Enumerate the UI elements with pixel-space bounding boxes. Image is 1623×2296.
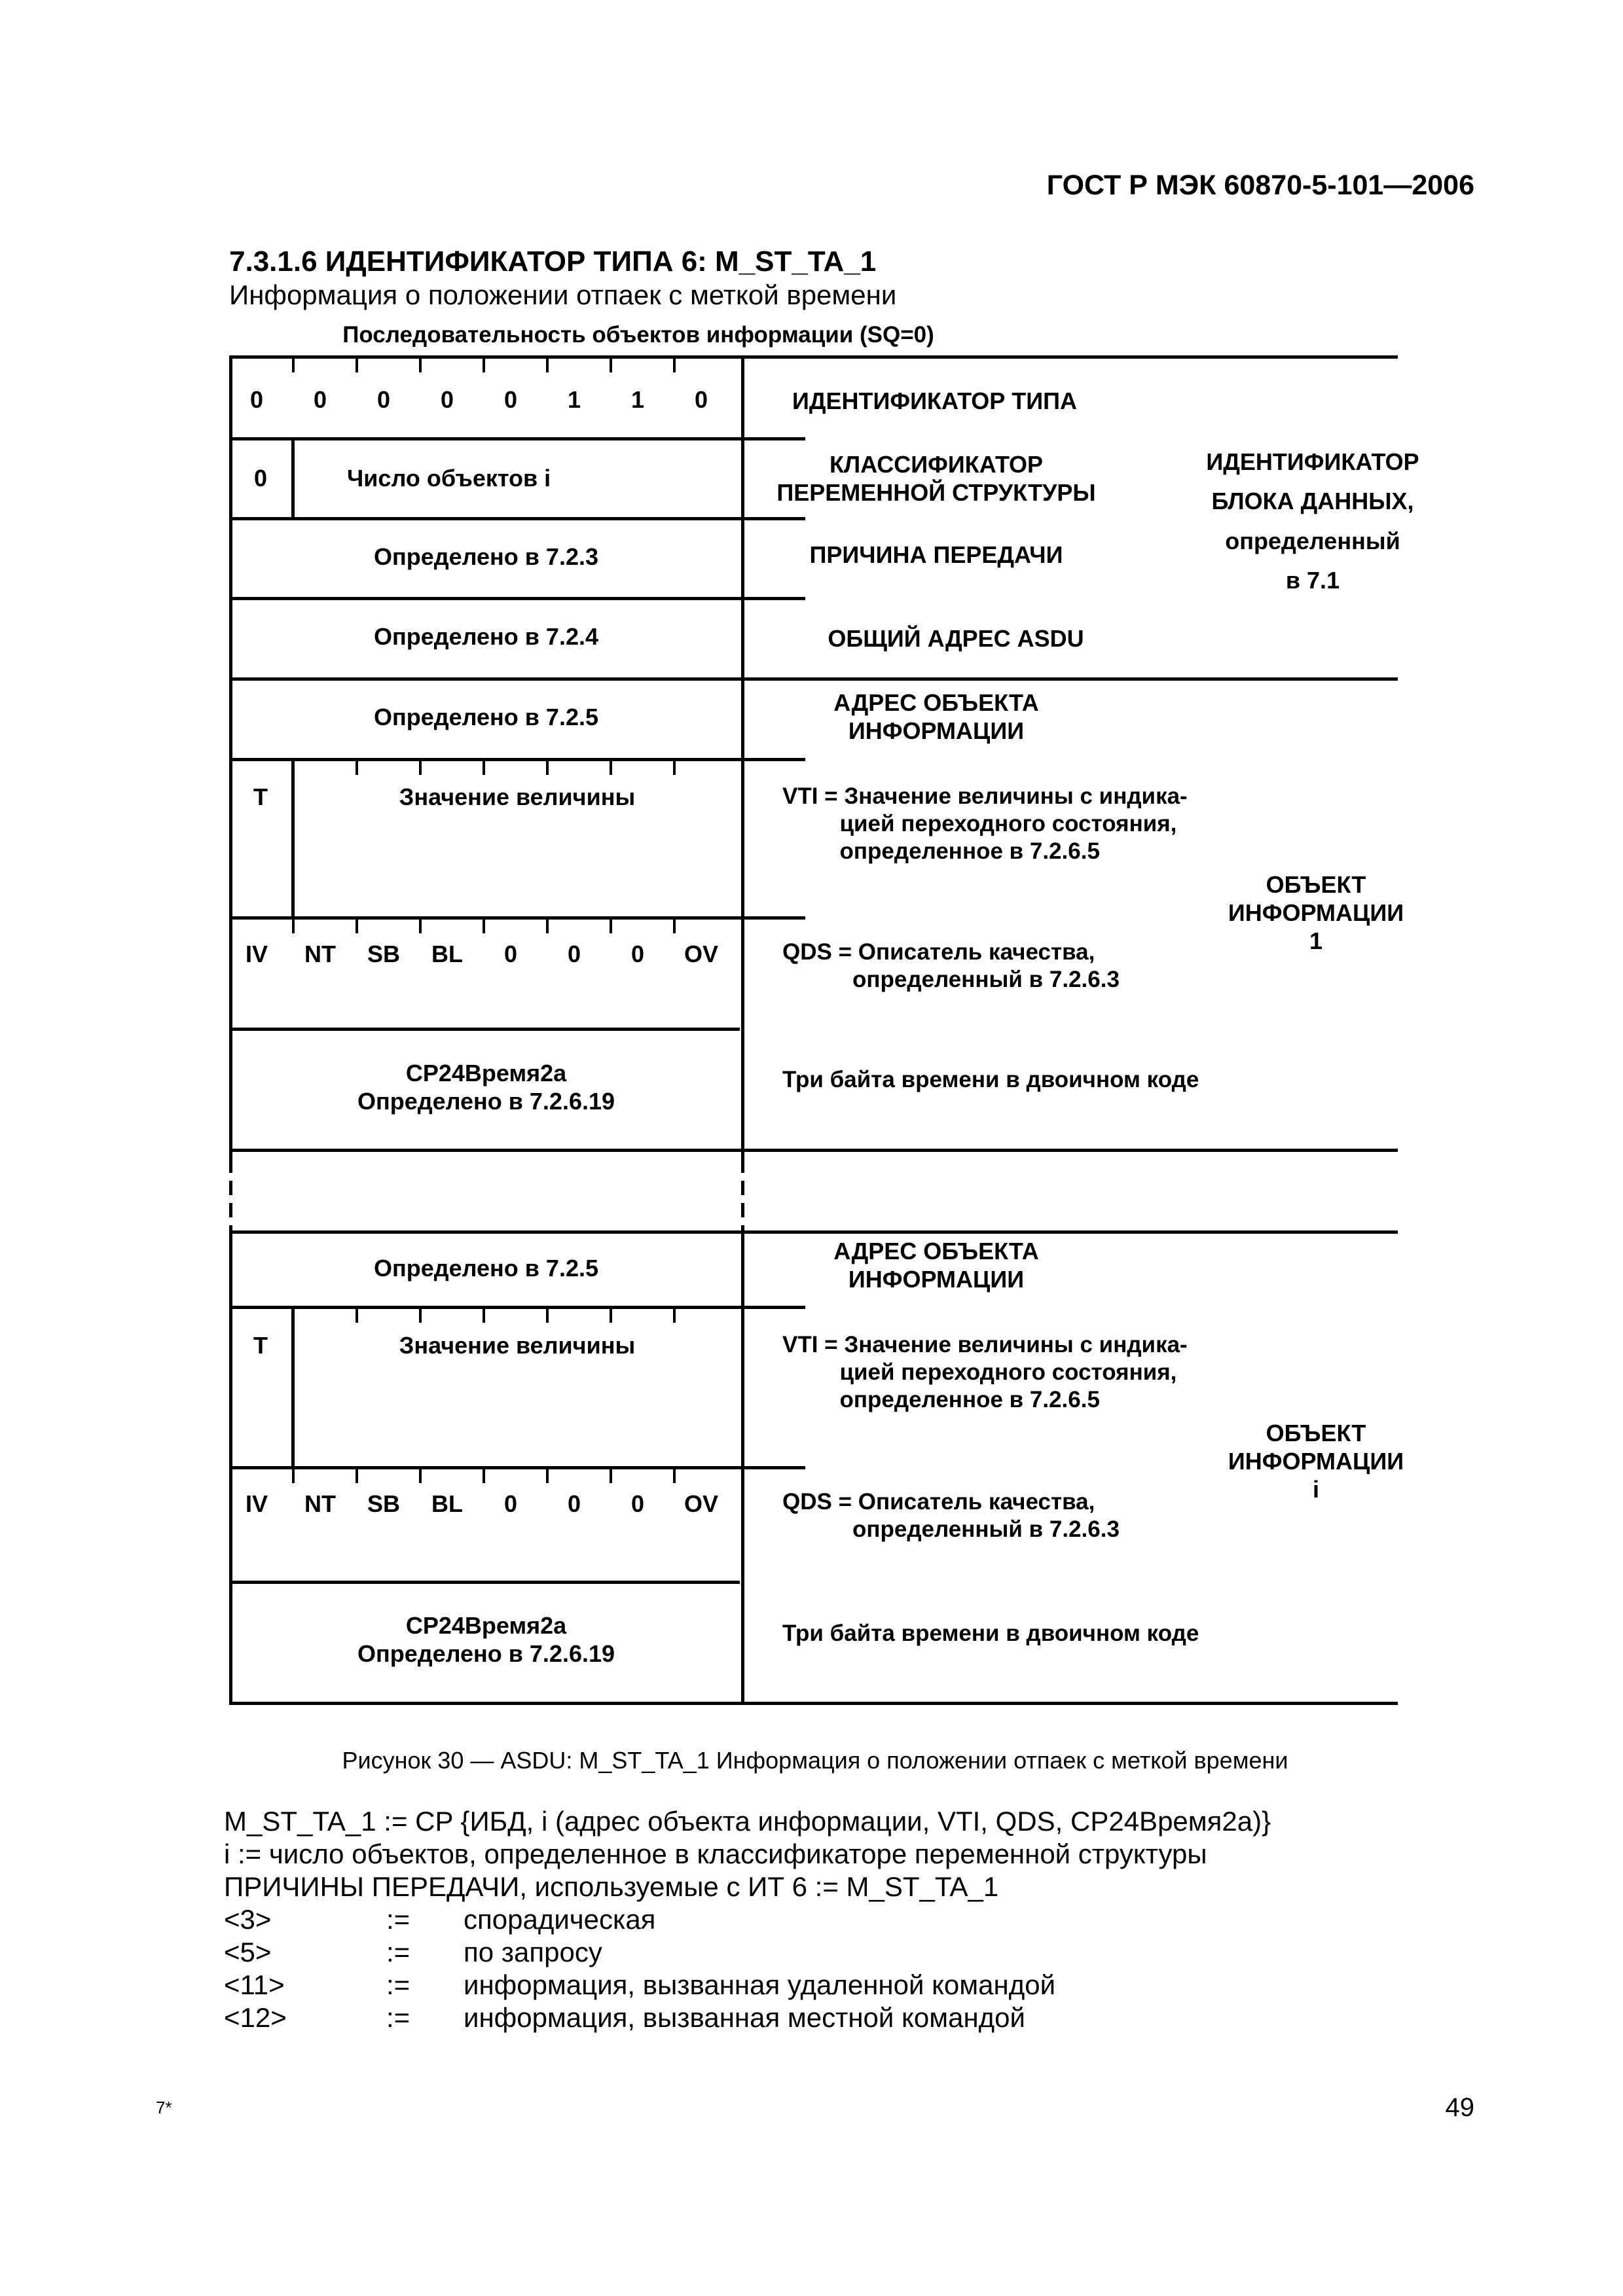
definition-line-1: M_ST_TA_1 := CP {ИБД, i (адрес объекта информации, VTI, QDS, CP24Время2а)} — [224, 1806, 1271, 1837]
object-i-qds-bl: BL — [431, 1490, 463, 1517]
object1-ioa-label: АДРЕС ОБЪЕКТА ИНФОРМАЦИИ — [833, 689, 1039, 745]
cause-operator: := — [386, 1937, 410, 1967]
object-i-qds-bit2: 0 — [567, 1490, 581, 1517]
object-i-qds-desc: QDS = Описатель качества, определенный в 7.2.6.3 — [782, 1489, 1120, 1542]
cause-code: <3> — [224, 1904, 272, 1935]
object-i-qds-iv: IV — [245, 1490, 268, 1517]
sequence-title: Последовательность объектов информации (SQ=0) — [342, 322, 934, 348]
object-i-label: ОБЪЕКТ ИНФОРМАЦИИ i — [1228, 1420, 1404, 1503]
object1-ioa-ref: Определено в 7.2.5 — [374, 704, 598, 730]
cause-code: <12> — [224, 2002, 287, 2033]
object-i-qds-sb: SB — [367, 1490, 400, 1517]
type-bit-4: 0 — [503, 386, 518, 413]
object1-qds-nt: NT — [304, 941, 336, 967]
object-i-ioa-label: АДРЕС ОБЪЕКТА ИНФОРМАЦИИ — [833, 1238, 1039, 1293]
section-heading: 7.3.1.6 ИДЕНТИФИКАТОР ТИПА 6: M_ST_TA_1 — [229, 245, 877, 278]
figure-caption: Рисунок 30 — ASDU: M_ST_TA_1 Информация о положении отпаек с меткой времени — [342, 1747, 1288, 1774]
data-unit-identifier-label: ИДЕНТИФИКАТОР БЛОКА ДАННЫХ, определенный в 7.1 — [1206, 448, 1419, 594]
cause-text: спорадическая — [464, 1904, 656, 1935]
object1-qds-sb: SB — [367, 941, 400, 967]
cause-code: <5> — [224, 1937, 272, 1967]
type-bit-6: 0 — [376, 386, 391, 413]
object-i-t-bit: T — [253, 1332, 268, 1359]
cause-operator: := — [386, 1904, 410, 1935]
object-i-time-ref: CP24Время2а Определено в 7.2.6.19 — [357, 1612, 615, 1668]
type-bit-7: 0 — [313, 386, 327, 413]
ca-label: ОБЩИЙ АДРЕС ASDU — [828, 625, 1084, 652]
type-id-label: ИДЕНТИФИКАТОР ТИПА — [792, 387, 1078, 414]
cot-ref: Определено в 7.2.3 — [374, 543, 598, 570]
object-i-qds-bit1: 0 — [630, 1490, 645, 1517]
cause-operator: := — [386, 2002, 410, 2033]
type-bit-2: 1 — [630, 386, 645, 413]
object1-time-desc: Три байта времени в двоичном коде — [782, 1067, 1199, 1092]
cause-code: <11> — [224, 1969, 285, 2000]
object1-qds-desc: QDS = Описатель качества, определенный в 7.2.6.3 — [782, 939, 1120, 992]
type-bit-1: 0 — [694, 386, 708, 413]
object1-vti-desc: VTI = Значение величины с индика- цией переходного состояния, определенное в 7.2.6.5 — [782, 783, 1188, 864]
cause-text: информация, вызванная удаленной командой — [464, 1969, 1056, 2000]
object-i-qds-bit3: 0 — [503, 1490, 518, 1517]
vsq-label: КЛАССИФИКАТОР ПЕРЕМЕННОЙ СТРУКТУРЫ — [776, 451, 1096, 507]
object-i-time-desc: Три байта времени в двоичном коде — [782, 1621, 1199, 1646]
page-number: 49 — [1445, 2093, 1474, 2122]
definition-line-2: i := число объектов, определенное в классификаторе переменной структуры — [224, 1839, 1207, 1869]
object-i-vti-desc: VTI = Значение величины с индика- цией переходного состояния, определенное в 7.2.6.5 — [782, 1332, 1188, 1412]
cause-operator: := — [386, 1969, 410, 2000]
type-bit-3: 1 — [567, 386, 581, 413]
object1-qds-iv: IV — [245, 941, 268, 967]
object1-qds-bit2: 0 — [567, 941, 581, 967]
section-subtitle: Информация о положении отпаек с меткой времени — [229, 279, 897, 310]
object1-qds-bl: BL — [431, 941, 463, 967]
object-i-ioa-ref: Определено в 7.2.5 — [374, 1255, 598, 1282]
num-objects-label: Число объектов i — [347, 465, 551, 492]
cause-text: информация, вызванная местной командой — [464, 2002, 1025, 2033]
sq-bit: 0 — [253, 465, 268, 492]
object1-qds-bit3: 0 — [503, 941, 518, 967]
document-standard-header: ГОСТ Р МЭК 60870-5-101—2006 — [1046, 170, 1474, 201]
cause-text: по запросу — [464, 1937, 602, 1967]
footer-mark: 7* — [156, 2098, 172, 2117]
type-bit-5: 0 — [440, 386, 454, 413]
definition-line-3: ПРИЧИНЫ ПЕРЕДАЧИ, используемые с ИТ 6 := M_ST_TA_1 — [224, 1871, 999, 1902]
object-i-value-label: Значение величины — [399, 1332, 636, 1359]
object-i-qds-nt: NT — [304, 1490, 336, 1517]
object1-qds-ov: OV — [684, 941, 718, 967]
object1-label: ОБЪЕКТ ИНФОРМАЦИИ 1 — [1228, 871, 1404, 955]
cot-label: ПРИЧИНА ПЕРЕДАЧИ — [809, 541, 1063, 568]
object-i-qds-ov: OV — [684, 1490, 718, 1517]
object1-qds-bit1: 0 — [630, 941, 645, 967]
object1-time-ref: CP24Время2а Определено в 7.2.6.19 — [357, 1060, 615, 1115]
ca-ref: Определено в 7.2.4 — [374, 623, 598, 650]
type-bit-8: 0 — [249, 386, 264, 413]
object1-value-label: Значение величины — [399, 783, 636, 810]
object1-t-bit: T — [253, 783, 268, 810]
